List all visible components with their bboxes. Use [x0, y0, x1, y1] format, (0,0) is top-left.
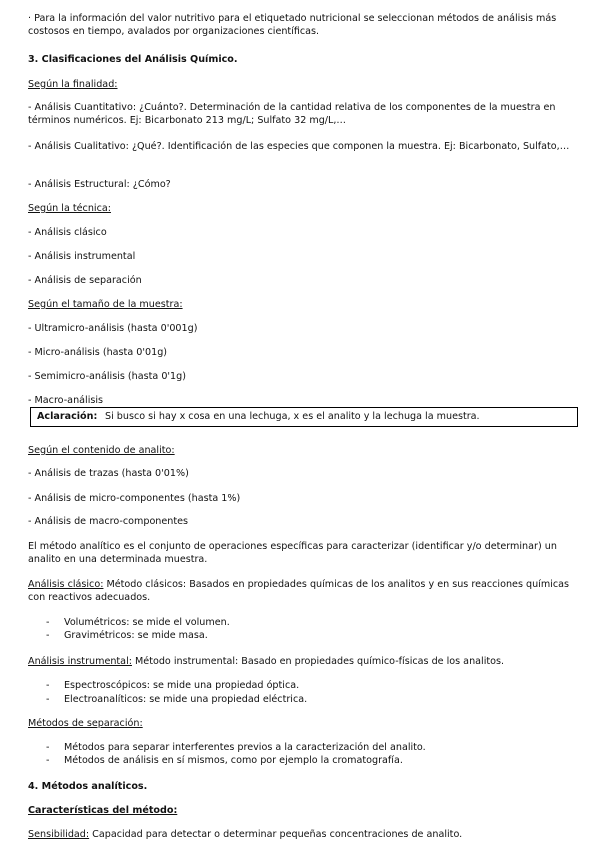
finalidad-item: - Análisis Cualitativo: ¿Qué?. Identificación de las especies que componen la muestra. Ej: Bicarbonato, Sulfato,… — [28, 141, 570, 152]
contenido-item: - Análisis de micro-componentes (hasta 1%) — [28, 493, 241, 504]
tamano-item: - Ultramicro-análisis (hasta 0'001g) — [28, 323, 198, 334]
caracteristicas-heading: Características del método: — [28, 805, 178, 816]
intro-paragraph: · Para la información del valor nutritivo para el etiquetado nutricional se seleccionan métodos de análisis más costosos en tiempo, avalados por organizaciones científicas. — [28, 13, 557, 37]
clasico-bullet: Gravimétricos: se mide masa. — [64, 630, 208, 641]
bullet-dash: - — [46, 630, 50, 641]
aclaracion-text: Si busco si hay x cosa en una lechuga, x es el analito y la lechuga la muestra. — [105, 411, 480, 422]
tecnica-item: - Análisis clásico — [28, 227, 107, 238]
tamano-item: - Micro-análisis (hasta 0'01g) — [28, 347, 168, 358]
instrumental-bullet: Espectroscópicos: se mide una propiedad óptica. — [64, 680, 300, 691]
metodo-definition: El método analítico es el conjunto de operaciones específicas para caracterizar (identificar y/o determinar) un analito en una determinada muestra. — [28, 541, 557, 565]
instrumental-heading: Análisis instrumental: — [28, 656, 132, 667]
sensibilidad-paragraph — [28, 828, 584, 841]
bullet-dash: - — [46, 742, 50, 753]
tecnica-item: - Análisis instrumental — [28, 251, 136, 262]
instrumental-bullet: Electroanalíticos: se mide una propiedad eléctrica. — [64, 694, 308, 705]
instrumental-paragraph — [28, 655, 584, 668]
sensibilidad-text: Capacidad para detectar o determinar pequeñas concentraciones de analito. — [89, 829, 463, 840]
tamano-item: - Macro-análisis — [28, 395, 104, 406]
instrumental-text: Método instrumental: Basado en propiedades químico-físicas de los analitos. — [131, 656, 505, 667]
aclaracion-box — [30, 407, 578, 427]
heading-tamano: Según el tamaño de la muestra: — [28, 299, 183, 310]
bullet-dash: - — [46, 755, 50, 766]
sensibilidad-label: Sensibilidad: — [28, 829, 90, 840]
finalidad-item: - Análisis Cuantitativo: ¿Cuánto?. Determinación de la cantidad relativa de los componentes de la muestra en términos numéricos. Ej: Bicarbonato 213 mg/L; Sulfato 32 mg/L,… — [28, 102, 556, 126]
bullet-dash: - — [46, 680, 50, 691]
clasico-paragraph — [28, 578, 584, 604]
section-4-title: 4. Métodos analíticos. — [28, 781, 148, 792]
contenido-item: - Análisis de macro-componentes — [28, 516, 189, 527]
clasico-heading: Análisis clásico: — [28, 579, 104, 590]
finalidad-item: - Análisis Estructural: ¿Cómo? — [28, 179, 171, 190]
bullet-dash: - — [46, 694, 50, 705]
aclaracion-label: Aclaración: — [37, 411, 98, 422]
heading-contenido: Según el contenido de analito: — [28, 445, 175, 456]
tamano-item: - Semimicro-análisis (hasta 0'1g) — [28, 371, 186, 382]
clasico-bullet: Volumétricos: se mide el volumen. — [64, 617, 230, 628]
heading-tecnica: Según la técnica: — [28, 203, 111, 214]
separacion-bullet: Métodos para separar interferentes previos a la caracterización del analito. — [64, 742, 426, 753]
contenido-item: - Análisis de trazas (hasta 0'01%) — [28, 468, 189, 479]
tecnica-item: - Análisis de separación — [28, 275, 142, 286]
separacion-bullet: Métodos de análisis en sí mismos, como por ejemplo la cromatografía. — [64, 755, 403, 766]
bullet-dash: - — [46, 617, 50, 628]
heading-separacion: Métodos de separación: — [28, 718, 143, 729]
heading-finalidad: Según la finalidad: — [28, 79, 118, 90]
section-3-title: 3. Clasificaciones del Análisis Químico. — [28, 54, 238, 65]
clasico-text: Método clásicos: Basados en propiedades químicas de los analitos y en sus reacciones químicas con reactivos adecuados. — [28, 579, 569, 603]
